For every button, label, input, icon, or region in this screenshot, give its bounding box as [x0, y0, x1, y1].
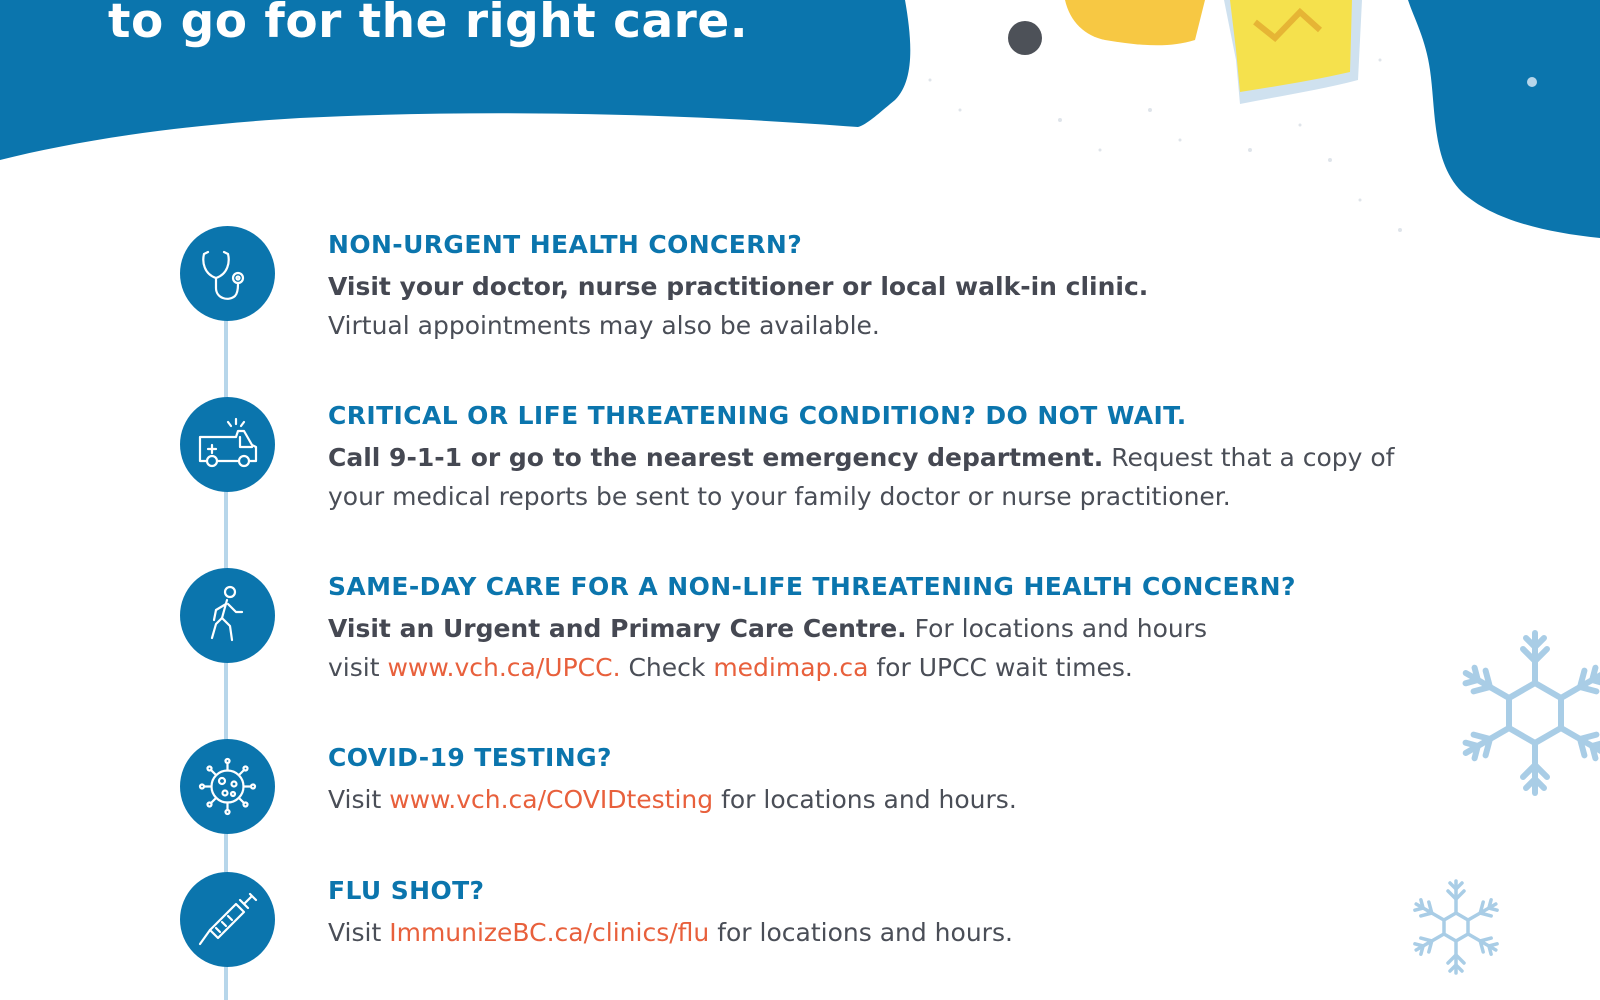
item-heading: COVID-19 TESTING? — [328, 743, 612, 772]
item-body — [328, 438, 1458, 516]
medimap-link[interactable]: medimap.ca — [713, 653, 869, 682]
item-body-text: Virtual appointments may also be available. — [328, 311, 880, 340]
item-heading: CRITICAL OR LIFE THREATENING CONDITION? DO NOT WAIT. — [328, 401, 1187, 430]
item-body-bold: Visit an Urgent and Primary Care Centre. — [328, 614, 907, 643]
item-body-text: visit — [328, 653, 388, 682]
item-heading: FLU SHOT? — [328, 876, 485, 905]
walking-person-icon — [180, 568, 275, 663]
item-body — [328, 267, 1458, 345]
ambulance-icon — [180, 397, 275, 492]
upcc-link[interactable]: www.vch.ca/UPCC. — [387, 653, 621, 682]
virus-icon — [180, 739, 275, 834]
flu-clinics-link[interactable]: ImmunizeBC.ca/clinics/flu — [389, 918, 710, 947]
item-body-text: for UPCC wait times. — [868, 653, 1133, 682]
syringe-icon — [180, 872, 275, 967]
item-body — [328, 913, 1458, 952]
item-body-bold: Call 9-1-1 or go to the nearest emergency department. — [328, 443, 1104, 472]
item-body-text: Visit — [328, 918, 390, 947]
item-heading: NON-URGENT HEALTH CONCERN? — [328, 230, 803, 259]
item-body-text: for locations and hours. — [709, 918, 1013, 947]
item-body — [328, 609, 1458, 687]
item-body-text: for locations and hours. — [713, 785, 1017, 814]
snowflake-icon — [1398, 872, 1518, 982]
item-body — [328, 780, 1458, 819]
item-body-text: Check — [620, 653, 714, 682]
item-body-text: For locations and hours — [906, 614, 1208, 643]
page-title: to go for the right care. — [108, 0, 749, 49]
item-body-bold: Visit your doctor, nurse practitioner or local walk-in clinic. — [328, 272, 1149, 301]
snowflake-icon — [1455, 625, 1600, 805]
item-body-text: Request that a copy of your medical reports be sent to your family doctor or nurse practitioner. — [328, 443, 1395, 511]
item-heading: SAME-DAY CARE FOR A NON-LIFE THREATENING HEALTH CONCERN? — [328, 572, 1296, 601]
item-body-text: Visit — [328, 785, 390, 814]
stethoscope-icon — [180, 226, 275, 321]
covid-testing-link[interactable]: www.vch.ca/COVIDtesting — [389, 785, 714, 814]
